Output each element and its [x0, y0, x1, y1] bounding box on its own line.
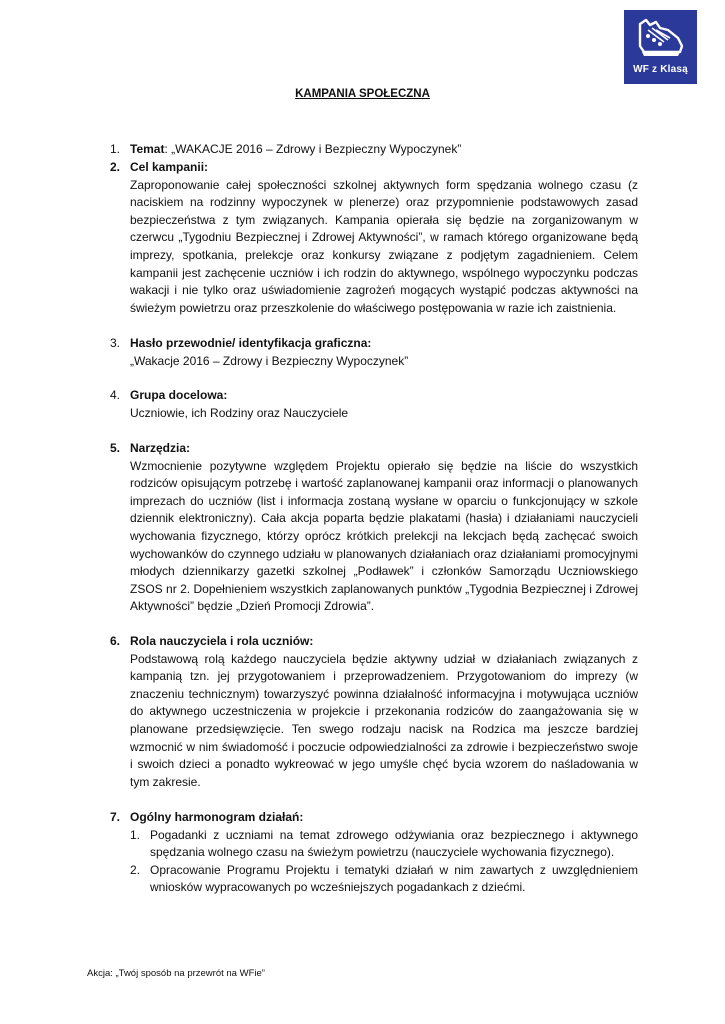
- section-heading: Rola nauczyciela i rola uczniów:: [130, 634, 314, 648]
- brand-logo: [624, 10, 697, 84]
- section-number: 1.: [110, 142, 121, 156]
- section-heading: Narzędzia:: [130, 441, 191, 455]
- section-body: Wzmocnienie pozytywne względem Projektu opierało się będzie na liście do wszystkich rodziców opisującym potrzebę i wartość zaplanowanej kampanii oraz informacji o planowanych imprezach do uczniów (list i informacja zostaną wysłane w oparciu o funkcjonujący w szkole dziennik elektroniczny). Cała akcja poparta będzie plakatami (hasła) i działaniami nauczycieli wychowania fizycznego, którzy oprócz krótkich prelekcji na lekcjach będą zachęcać swoich wychowanków do czynnego udziału w planowanych działaniach oraz działaniami promocyjnymi młodych dziennikarzy gazetki szkolnej „Podławek” i członków Samorządu Uczniowskiego ZSOS nr 2. Dopełnieniem wszystkich zaplanowanych punktów „Tygodnia Bezpiecznej i Zdrowej Aktywności” będzie „Dzień Promocji Zdrowia”.: [130, 458, 638, 614]
- section-number: 2.: [110, 160, 121, 174]
- section-body: „Wakacje 2016 – Zdrowy i Bezpieczny Wypoczynek”: [130, 353, 409, 368]
- section-heading: Temat: [130, 142, 165, 156]
- section-number: 4.: [110, 388, 121, 402]
- schedule-item-text: Pogadanki z uczniami na temat zdrowego odżywiania oraz bezpiecznego i aktywnego spędzania wolnego czasu na świeżym powietrzu (nauczyciele wychowania fizycznego).: [150, 827, 638, 860]
- document-title: KAMPANIA SPOŁECZNA: [295, 88, 430, 100]
- section-number: 7.: [110, 810, 121, 824]
- section-separator: :: [164, 142, 172, 156]
- sneaker-icon: [634, 16, 687, 62]
- section-number: 5.: [110, 441, 121, 455]
- schedule-item-number: 1.: [130, 827, 141, 842]
- section-heading: Grupa docelowa:: [130, 388, 228, 402]
- page-footer: Akcja: „Twój sposób na przewrót na WFie”: [87, 968, 265, 979]
- section-heading: Cel kampanii:: [130, 160, 209, 174]
- section-number: 6.: [110, 634, 121, 648]
- logo-text: WF z Klasą: [633, 64, 688, 75]
- section-number: 3.: [110, 336, 121, 350]
- schedule-item-number: 2.: [130, 862, 141, 877]
- section-body: Uczniowie, ich Rodziny oraz Nauczyciele: [130, 405, 349, 420]
- section-heading: Hasło przewodnie/ identyfikacja graficzna:: [130, 336, 372, 350]
- section-heading: Ogólny harmonogram działań:: [130, 810, 304, 824]
- schedule-item-text: Opracowanie Programu Projektu i tematyki działań w nim zawartych z uwzględnieniem wniosków wypracowanych po wcześniejszych pogadankach z dziećmi.: [150, 862, 638, 895]
- section-body: Zaproponowanie całej społeczności szkolnej aktywnych form spędzania wolnego czasu (z naciskiem na rodzinny wypoczynek w plenerze) oraz przypomnienie podstawowych zasad bezpieczeństwa z tym związanych. Kampania opierała się będzie na zorganizowanym w czerwcu „Tygodniu Bezpiecznej i Zdrowej Aktywności”, w ramach którego organizowane będą imprezy, spotkania, prelekcje oraz konkursy związane z podjętym zagadnieniem. Celem kampanii jest zachęcenie uczniów i ich rodzin do aktywnego, wspólnego wypoczynku podczas wakacji i nie tylko oraz uświadomienie zagrożeń mogących wystąpić podczas aktywności na świeżym powietrzu oraz przeszkolenie do właściwego postępowania w razie ich zaistnienia.: [130, 177, 638, 315]
- section-topic-value: „WAKACJE 2016 – Zdrowy i Bezpieczny Wypoczynek”: [171, 142, 462, 156]
- section-inline-row: [130, 141, 461, 159]
- section-body: Podstawową rolą każdego nauczyciela będzie aktywny udział w działaniach związanych z kampanią tzn. jej przygotowaniem i przeprowadzeniem. Przygotowaniom do imprezy (w znaczeniu technicznym) towarzyszyć powinna działalność informacyjna i motywująca uczniów do aktywnego uczestniczenia w projekcie i przekonania rodziców do zaangażowania się w planowane przedsięwzięcie. Ten swego rodzaju nacisk na Rodzica ma jeszcze bardziej wzmocnić w nim świadomość i poczucie odpowiedzialności za zdrowie i bezpieczeństwo swoje i swoich dzieci a ponadto wykreować w jego umyśle chęć bycia wzorem do naśladowania w tym zakresie.: [130, 651, 638, 789]
